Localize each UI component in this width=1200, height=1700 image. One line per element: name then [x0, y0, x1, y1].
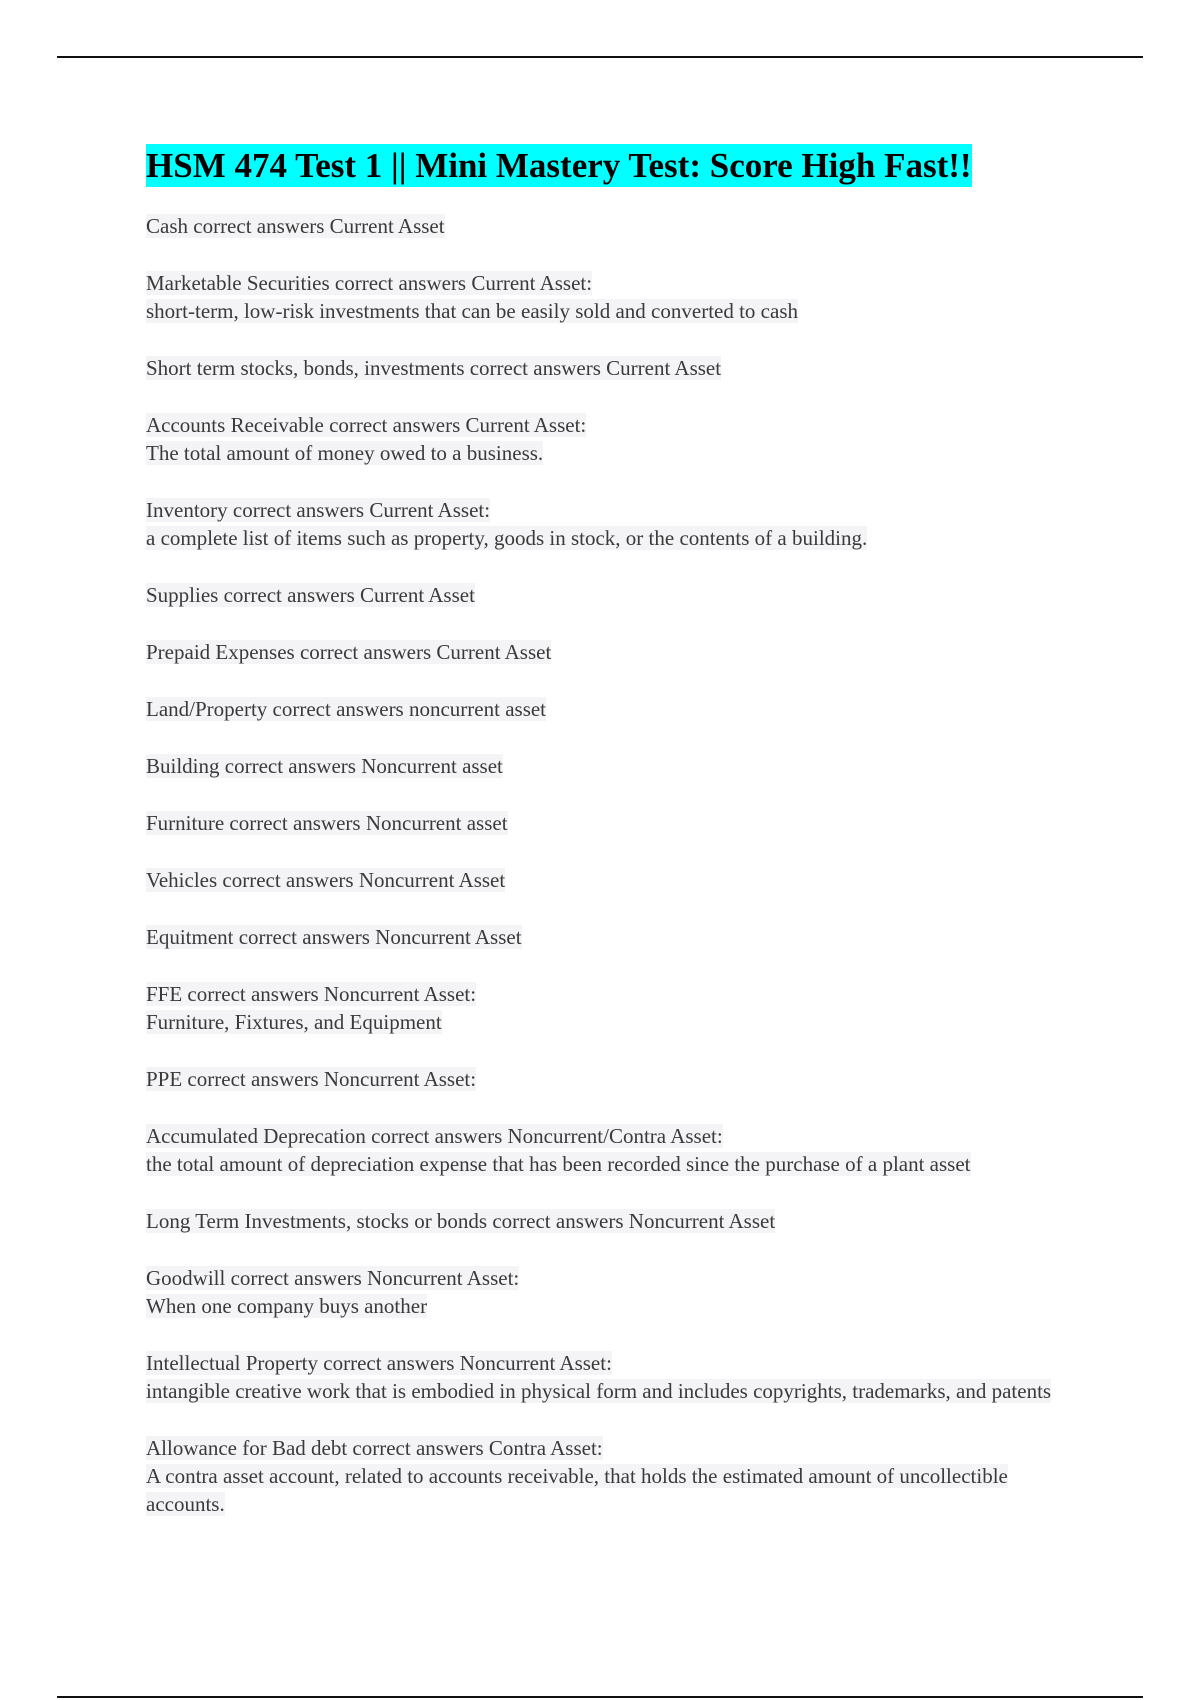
- qa-answer: short-term, low-risk investments that can be easily sold and converted to cash: [146, 299, 798, 323]
- qa-item: [146, 1349, 1066, 1405]
- qa-item: [146, 809, 1066, 837]
- qa-question: Equitment correct answers Noncurrent Asset: [146, 925, 522, 949]
- qa-question: Inventory correct answers Current Asset:: [146, 498, 491, 522]
- qa-item: [146, 695, 1066, 723]
- qa-question: Allowance for Bad debt correct answers Contra Asset:: [146, 1436, 603, 1460]
- qa-question: Vehicles correct answers Noncurrent Asset: [146, 868, 506, 892]
- qa-question: Supplies correct answers Current Asset: [146, 583, 475, 607]
- qa-item: [146, 1065, 1066, 1093]
- qa-question: PPE correct answers Noncurrent Asset:: [146, 1067, 477, 1091]
- qa-question: Short term stocks, bonds, investments correct answers Current Asset: [146, 356, 722, 380]
- qa-item: [146, 1264, 1066, 1320]
- qa-item: [146, 866, 1066, 894]
- qa-question: Accumulated Deprecation correct answers Noncurrent/Contra Asset:: [146, 1124, 723, 1148]
- qa-question: Marketable Securities correct answers Current Asset:: [146, 271, 593, 295]
- bottom-rule: [57, 1696, 1143, 1698]
- qa-answer: A contra asset account, related to accounts receivable, that holds the estimated amount of uncollectible accounts.: [146, 1464, 1008, 1516]
- qa-item: [146, 1122, 1066, 1178]
- qa-item: [146, 923, 1066, 951]
- qa-item: [146, 1434, 1066, 1518]
- qa-item: [146, 411, 1066, 467]
- qa-item: [146, 496, 1066, 552]
- qa-question: FFE correct answers Noncurrent Asset:: [146, 982, 477, 1006]
- qa-item: [146, 638, 1066, 666]
- qa-item: [146, 980, 1066, 1036]
- qa-answer: When one company buys another: [146, 1294, 428, 1318]
- qa-question: Goodwill correct answers Noncurrent Asset:: [146, 1266, 520, 1290]
- document-title: [146, 140, 1066, 192]
- qa-question: Intellectual Property correct answers Noncurrent Asset:: [146, 1351, 612, 1375]
- qa-question: Cash correct answers Current Asset: [146, 214, 445, 238]
- qa-question: Prepaid Expenses correct answers Current Asset: [146, 640, 552, 664]
- qa-question: Long Term Investments, stocks or bonds correct answers Noncurrent Asset: [146, 1209, 776, 1233]
- qa-question: Accounts Receivable correct answers Current Asset:: [146, 413, 587, 437]
- top-rule: [57, 56, 1143, 58]
- qa-answer: The total amount of money owed to a business.: [146, 441, 544, 465]
- qa-item: [146, 1207, 1066, 1235]
- qa-answer: Furniture, Fixtures, and Equipment: [146, 1010, 442, 1034]
- document-title-text: HSM 474 Test 1 || Mini Mastery Test: Score High Fast!!: [146, 146, 972, 185]
- qa-answer: the total amount of depreciation expense that has been recorded since the purchase of a plant asset: [146, 1152, 971, 1176]
- qa-question: Land/Property correct answers noncurrent asset: [146, 697, 547, 721]
- qa-answer: a complete list of items such as property, goods in stock, or the contents of a building.: [146, 526, 868, 550]
- qa-item: [146, 212, 1066, 240]
- qa-item: [146, 581, 1066, 609]
- document-body: [146, 140, 1066, 1547]
- qa-item: [146, 269, 1066, 325]
- qa-answer: intangible creative work that is embodied in physical form and includes copyrights, trademarks, and patents: [146, 1379, 1052, 1403]
- qa-question: Furniture correct answers Noncurrent asset: [146, 811, 508, 835]
- qa-list: [146, 212, 1066, 1518]
- qa-question: Building correct answers Noncurrent asset: [146, 754, 503, 778]
- qa-item: [146, 752, 1066, 780]
- qa-item: [146, 354, 1066, 382]
